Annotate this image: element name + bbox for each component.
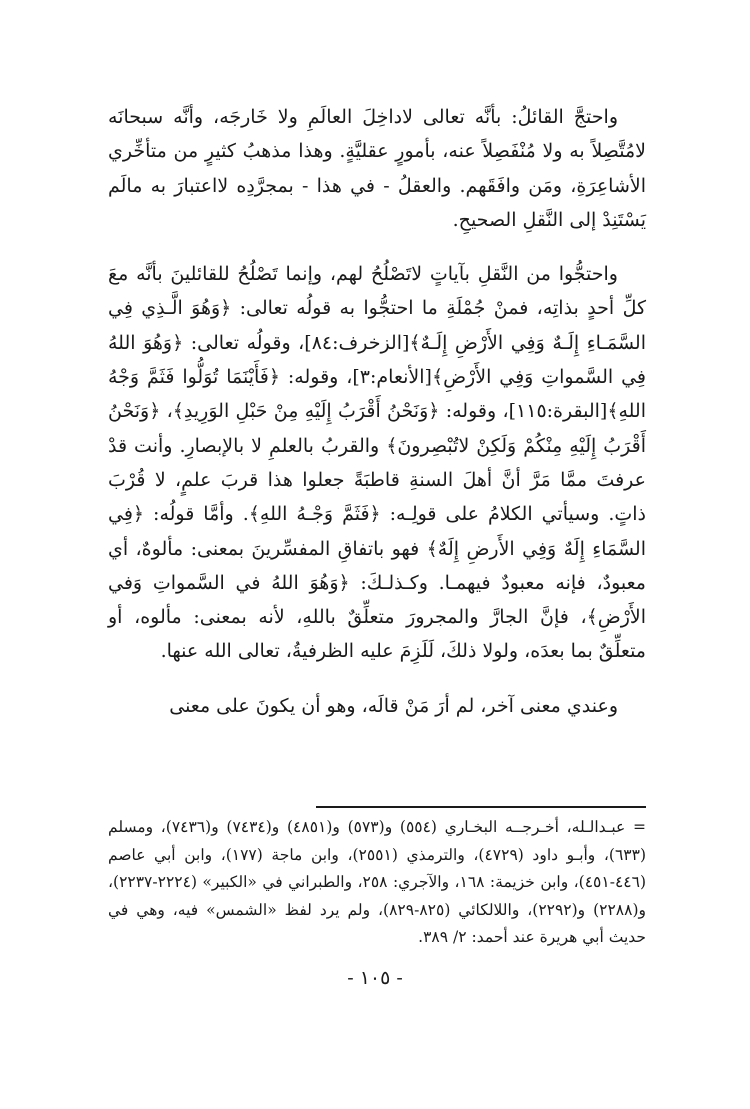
body-paragraph-3: وعندي معنى آخر، لم أرَ مَنْ قالَه، وهو أن يكونَ على معنى	[169, 694, 618, 717]
main-text	[108, 100, 646, 723]
body-paragraph-2: واحتجُّوا من النَّقلِ بآياتٍ لاتَصْلُحُ لهم، وإنما تَصْلُحُ للقائلينَ بأنَّه معَ كلِّ أحدٍ بذاتِه، فمنْ جُمْلَةِ ما احتجُّوا به قولُه تعالى: ﴿وَهُوَ الَّـذِي فِي السَّمَـاءِ إِلَـهٌ وَفِي الأَرْضِ إِلَـهٌ﴾[الزخرف:٨٤]، وقولُه تعالى: ﴿وَهُوَ اللهُ فِي السَّمواتِ وَفِي الأَرْضِ﴾[الأنعام:٣]، وقوله: ﴿فَأَيْنَمَا تُوَلُّوا فَثَمَّ وَجْهُ اللهِ﴾[البقرة:١١٥]، وقوله: ﴿وَنَحْنُ أَقْرَبُ إِلَيْهِ مِنْ حَبْلِ الوَرِيدِ﴾، ﴿وَنَحْنُ أَقْرَبُ إِلَيْهِ مِنْكُمْ وَلَكِنْ لاتُبْصِرونَ﴾ والقربُ بالعلمِ لا بالإبصارِ. وأنت قدْ عرفتَ ممَّا مَرَّ أنَّ أهلَ السنةِ قاطبَةً جعلوا هذا قربَ علمٍ، لا قُرْبَ ذاتٍ. وسيأتي الكلامُ على قولِـه: ﴿فَثَمَّ وَجْـهُ اللهِ﴾. وأمَّا قولُه: ﴿فِي السَّمَاءِ إِلَهٌ وَفِي الأَرضِ إِلَهٌ﴾ فهو باتفاقِ المفسِّرينَ بمعنى: مألوهٌ، أي معبودٌ، فإنه معبودٌ فيهمـا. وكـذلـكَ: ﴿وَهُوَ اللهُ في السَّمواتِ وَفي الأَرْضِ﴾، فإنَّ الجارَّ والمجرورَ متعلِّقٌ باللهِ، لأنه بمعنى: مألوه، أو متعلِّقٌ بما بعدَه، ولولا ذلكَ، لَلَزِمَ عليه الظرفيةُ، تعالى الله عنها.	[108, 263, 647, 663]
page-number: - ١٠٥ -	[347, 967, 403, 989]
body-paragraph-1: واحتجَّ القائلُ: بأنَّه تعالى لاداخِلَ العالَمِ ولا خَارجَه، وأنَّه سبحانَه لامُتَّصِلاً به ولا مُنْفَصِلاً عنه، بأمورٍ عقليَّةٍ. وهذا مذهبُ كثيرٍ من متأخِّري الأشاعِرَةِ، ومَن وافَقَهم. والعقلُ - في هذا - بمجرَّدِه لااعتبارَ به مالَم يَسْتَنِدْ إلى النَّقلِ الصحيحِ.	[108, 106, 646, 231]
footnote-divider	[316, 806, 646, 808]
footnotes	[108, 806, 646, 952]
footnote-text: = عبـدالـله، أخـرجــه البخـاري (٥٥٤) و(٥٧٣) و(٤٨٥١) و(٧٤٣٤) و(٧٤٣٦)، ومسلم (٦٣٣)، وأبـو داود (٤٧٢٩)، والترمذي (٢٥٥١)، وابن ماجة (١٧٧)، وابن أبي عاصم (٤٤٦-٤٥١)، وابن خزيمة: ١٦٨، والآجري: ٢٥٨، والطبراني في «الكبير» (٢٢٢٤-٢٢٣٧)، و(٢٢٨٨) و(٢٢٩٢)، واللالكائي (٨٢٥-٨٢٩)، ولم يرد لفظ «الشمس» فيه، وهي في حديث أبي هريرة عند أحمد: ٢/ ٣٨٩.	[108, 818, 647, 947]
